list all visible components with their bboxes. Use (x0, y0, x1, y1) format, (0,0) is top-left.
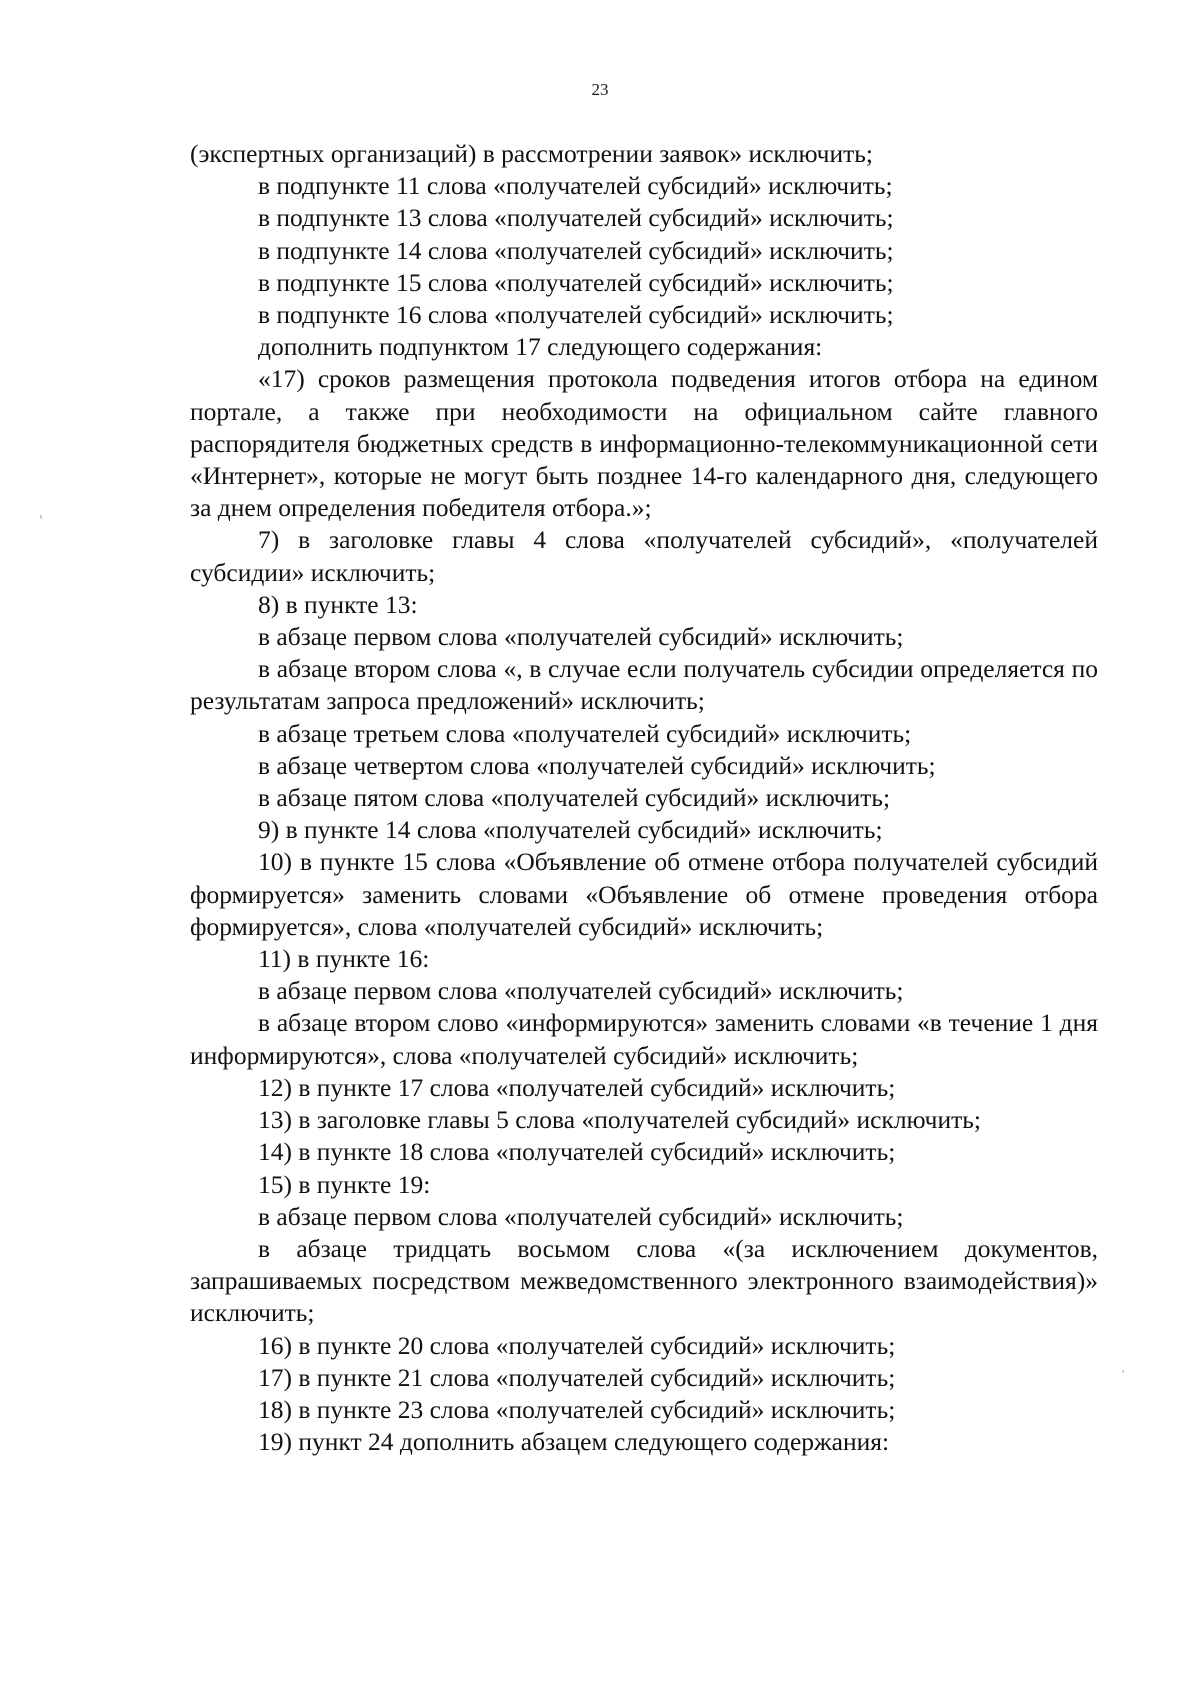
paragraph: дополнить подпунктом 17 следующего содержания: (258, 332, 823, 362)
paragraph: «17) сроков размещения протокола подведения итогов отбора на едином портале, а также при необходимости на официальном сайте главного распорядителя бюджетных средств в информационно-телекоммуникационной сети «Интернет», которые не могут быть позднее 14-го календарного дня, следующего за днем определения победителя отбора.»; (190, 364, 1098, 523)
paragraph: в подпункте 15 слова «получателей субсидий» исключить; (258, 267, 894, 297)
paragraph: 13) в заголовке главы 5 слова «получателей субсидий» исключить; (258, 1105, 981, 1135)
paragraph: (экспертных организаций) в рассмотрении заявок» исключить; (190, 139, 873, 168)
paragraph: 18) в пункте 23 слова «получателей субсидий» исключить; (258, 1394, 896, 1424)
paragraph: 11) в пункте 16: (258, 944, 430, 974)
paragraph: в подпункте 13 слова «получателей субсидий» исключить; (258, 203, 894, 233)
paragraph: в абзаце пятом слова «получателей субсидий» исключить; (258, 783, 891, 813)
paragraph: 7) в заголовке главы 4 слова «получателей субсидий», «получателей субсидии» исключить; (190, 525, 1098, 587)
paragraph: в абзаце втором слова «, в случае если получатель субсидии определяется по результатам запроса предложений» исключить; (190, 654, 1098, 716)
scan-artifact (40, 515, 42, 519)
paragraph: в абзаце первом слова «получателей субсидий» исключить; (258, 1201, 904, 1231)
paragraph: в подпункте 16 слова «получателей субсидий» исключить; (258, 300, 894, 330)
paragraph: 9) в пункте 14 слова «получателей субсидий» исключить; (258, 815, 883, 845)
paragraph: в абзаце тридцать восьмом слова «(за исключением документов, запрашиваемых посредством межведомственного электронного взаимодействия)» исключить; (190, 1233, 1098, 1328)
scan-artifact (1122, 1370, 1124, 1373)
paragraph: 16) в пункте 20 слова «получателей субсидий» исключить; (258, 1330, 896, 1360)
paragraph: 10) в пункте 15 слова «Объявление об отмене отбора получателей субсидий формируется» заменить словами «Объявление об отмене проведения отбора формируется», слова «получателей субсидий» исключить; (190, 847, 1098, 941)
paragraph: в абзаце втором слово «информируются» заменить словами «в течение 1 дня информируются», слова «получателей субсидий» исключить; (190, 1008, 1098, 1070)
paragraph: в подпункте 14 слова «получателей субсидий» исключить; (258, 235, 894, 265)
paragraph: 19) пункт 24 дополнить абзацем следующего содержания: (258, 1427, 890, 1457)
paragraph: 8) в пункте 13: (258, 589, 418, 619)
paragraph: 15) в пункте 19: (258, 1169, 431, 1199)
paragraph: в абзаце четвертом слова «получателей субсидий» исключить; (258, 750, 936, 780)
paragraph: в подпункте 11 слова «получателей субсидий» исключить; (258, 171, 893, 201)
paragraph: в абзаце первом слова «получателей субсидий» исключить; (258, 622, 904, 652)
document-text (190, 138, 1098, 1458)
paragraph: 17) в пункте 21 слова «получателей субсидий» исключить; (258, 1362, 896, 1392)
page-number: 23 (591, 80, 609, 99)
paragraph: в абзаце третьем слова «получателей субсидий» исключить; (258, 718, 912, 748)
paragraph: 14) в пункте 18 слова «получателей субсидий» исключить; (258, 1137, 896, 1167)
paragraph: в абзаце первом слова «получателей субсидий» исключить; (258, 976, 904, 1006)
paragraph: 12) в пункте 17 слова «получателей субсидий» исключить; (258, 1072, 896, 1102)
